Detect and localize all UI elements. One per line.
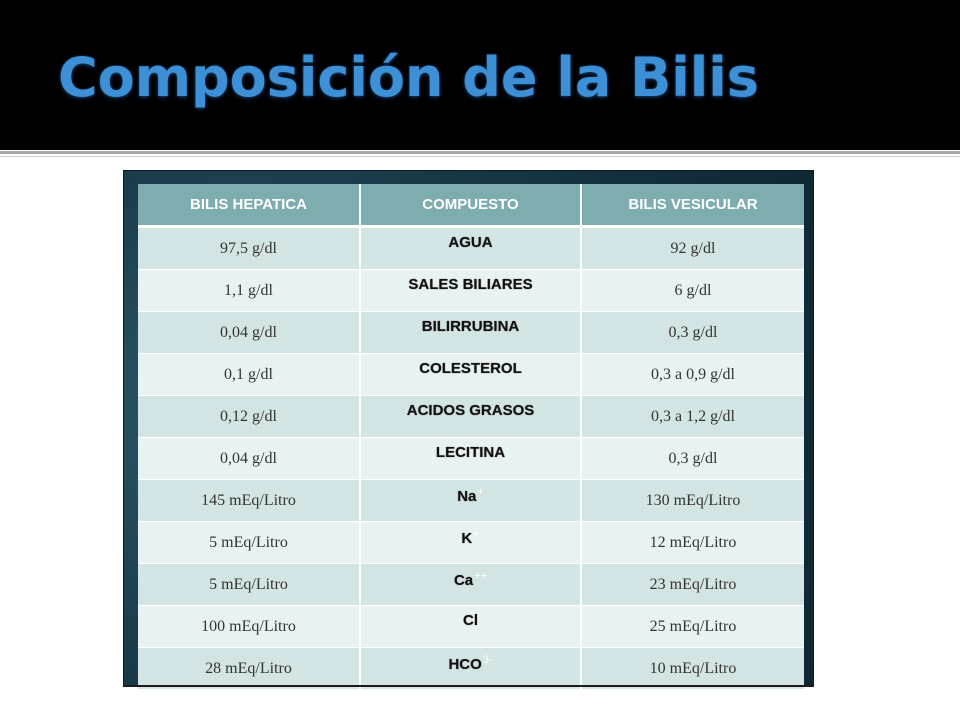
cell-bilis-hepatica: 5 mEq/Litro <box>138 522 360 564</box>
compound-name: K <box>461 530 473 547</box>
cell-bilis-vesicular: 12 mEq/Litro <box>581 522 804 564</box>
title-divider <box>0 151 960 154</box>
cell-bilis-vesicular: 0,3 a 1,2 g/dl <box>581 396 804 438</box>
cell-bilis-hepatica: 145 mEq/Litro <box>138 480 360 522</box>
cell-compuesto <box>360 564 581 606</box>
cell-compuesto <box>360 227 581 270</box>
cell-bilis-vesicular: 0,3 g/dl <box>581 312 804 354</box>
table-bottom-border <box>123 685 814 687</box>
cell-bilis-hepatica: 0,04 g/dl <box>138 312 360 354</box>
cell-compuesto <box>360 522 581 564</box>
ion-charge: + <box>473 528 480 540</box>
compound-name: SALES BILIARES <box>408 276 533 293</box>
table-body <box>138 227 804 690</box>
table-header-row <box>138 184 804 227</box>
cell-bilis-hepatica: 28 mEq/Litro <box>138 648 360 690</box>
cell-compuesto <box>360 354 581 396</box>
cell-bilis-hepatica: 5 mEq/Litro <box>138 564 360 606</box>
compound-name: ACIDOS GRASOS <box>406 402 535 419</box>
cell-bilis-vesicular: 130 mEq/Litro <box>581 480 804 522</box>
table-row <box>138 480 804 522</box>
cell-bilis-vesicular: 6 g/dl <box>581 270 804 312</box>
column-header-compuesto: COMPUESTO <box>360 184 581 227</box>
ion-charge: ++ <box>474 570 488 582</box>
table-row <box>138 648 804 690</box>
cell-compuesto <box>360 270 581 312</box>
table-row <box>138 606 804 648</box>
table-row <box>138 522 804 564</box>
cell-compuesto <box>360 648 581 690</box>
compound-name: LECITINA <box>435 444 506 461</box>
table-row <box>138 354 804 396</box>
cell-bilis-hepatica: 1,1 g/dl <box>138 270 360 312</box>
cell-bilis-vesicular: 0,3 a 0,9 g/dl <box>581 354 804 396</box>
compound-name: Na <box>457 488 477 505</box>
title-band <box>0 0 960 150</box>
cell-compuesto <box>360 312 581 354</box>
table-row <box>138 396 804 438</box>
compound-name: COLESTEROL <box>419 360 522 377</box>
column-header-bilis-vesicular: BILIS VESICULAR <box>581 184 804 227</box>
column-header-bilis-hepatica: BILIS HEPATICA <box>138 184 360 227</box>
cell-bilis-vesicular: 10 mEq/Litro <box>581 648 804 690</box>
cell-compuesto <box>360 606 581 648</box>
title-divider-thin <box>0 156 960 157</box>
cell-bilis-hepatica: 0,1 g/dl <box>138 354 360 396</box>
cell-bilis-hepatica: 0,12 g/dl <box>138 396 360 438</box>
table-row <box>138 564 804 606</box>
compound-name: Cl <box>463 612 478 629</box>
cell-bilis-vesicular: 25 mEq/Litro <box>581 606 804 648</box>
compound-name: AGUA <box>448 234 493 251</box>
ion-charge: + <box>477 486 484 498</box>
compound-name: BILIRRUBINA <box>421 318 520 335</box>
bile-composition-table <box>138 184 804 690</box>
compound-name: HCO <box>448 656 482 673</box>
table-row <box>138 270 804 312</box>
cell-compuesto <box>360 438 581 480</box>
cell-bilis-vesicular: 0,3 g/dl <box>581 438 804 480</box>
cell-bilis-hepatica: 100 mEq/Litro <box>138 606 360 648</box>
cell-bilis-vesicular: 23 mEq/Litro <box>581 564 804 606</box>
cell-compuesto <box>360 480 581 522</box>
ion-charge: 3- <box>482 654 493 666</box>
compound-name: Ca <box>453 572 474 589</box>
cell-bilis-hepatica: 97,5 g/dl <box>138 227 360 270</box>
cell-bilis-hepatica: 0,04 g/dl <box>138 438 360 480</box>
table-row <box>138 227 804 270</box>
slide-title: Composición de la Bilis <box>58 46 759 109</box>
cell-bilis-vesicular: 92 g/dl <box>581 227 804 270</box>
cell-compuesto <box>360 396 581 438</box>
table-row <box>138 438 804 480</box>
table-row <box>138 312 804 354</box>
